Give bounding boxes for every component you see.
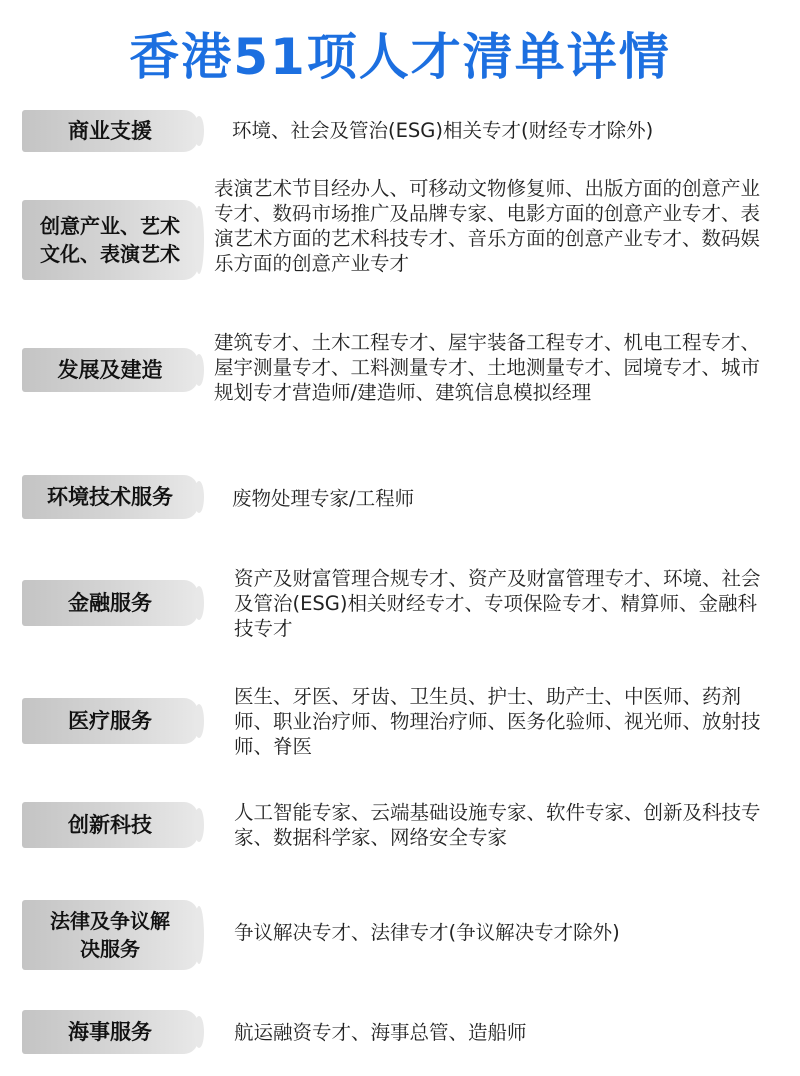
- category-label: [22, 348, 198, 392]
- category-label-text: 创新科技: [68, 813, 152, 837]
- category-label: [22, 802, 198, 848]
- category-label: [22, 1010, 198, 1054]
- category-detail: 表演艺术节目经办人、可移动文物修复师、出版方面的创意产业专才、数码市场推广及品牌专家、电影方面的创意产业专才、表演艺术方面的艺术科技专才、音乐方面的创意产业专才、数码娱乐方面的创意产业专才: [214, 177, 761, 275]
- category-label: [22, 698, 198, 744]
- category-label-text: 金融服务: [68, 591, 152, 615]
- category-label-text: 海事服务: [68, 1020, 152, 1044]
- category-detail: 人工智能专家、云端基础设施专家、软件专家、创新及科技专家、数据科学家、网络安全专家: [234, 801, 761, 849]
- category-label: [22, 580, 198, 626]
- category-label-text: 环境技术服务: [47, 485, 173, 509]
- category-detail: 建筑专才、土木工程专才、屋宇装备工程专才、机电工程专才、屋宇测量专才、工料测量专才、土地测量专才、园境专才、城市规划专才营造师/建造师、建筑信息模拟经理: [214, 331, 761, 404]
- category-detail: 环境、社会及管治(ESG)相关专才(财经专才除外): [232, 119, 654, 142]
- category-label-text: 发展及建造: [57, 358, 163, 382]
- category-label-text: 法律及争议解 决服务: [50, 909, 170, 961]
- category-label: [22, 900, 198, 970]
- category-detail: 争议解决专才、法律专才(争议解决专才除外): [234, 921, 620, 944]
- category-detail: 航运融资专才、海事总管、造船师: [234, 1021, 527, 1044]
- category-label-text: 医疗服务: [68, 709, 152, 733]
- category-label: [22, 110, 198, 152]
- category-label-text: 商业支援: [68, 119, 152, 143]
- category-detail: 医生、牙医、牙齿、卫生员、护士、助产士、中医师、药剂师、职业治疗师、物理治疗师、医务化验师、视光师、放射技师、脊医: [234, 685, 761, 758]
- category-label: [22, 475, 198, 519]
- category-label: [22, 200, 198, 280]
- category-label-text: 创意产业、艺术 文化、表演艺术: [40, 214, 180, 266]
- category-detail: 废物处理专家/工程师: [232, 487, 415, 510]
- page-title: 香港51项人才清单详情: [129, 28, 671, 86]
- category-detail: 资产及财富管理合规专才、资产及财富管理专才、环境、社会及管治(ESG)相关财经专才、专项保险专才、精算师、金融科技专才: [234, 567, 761, 640]
